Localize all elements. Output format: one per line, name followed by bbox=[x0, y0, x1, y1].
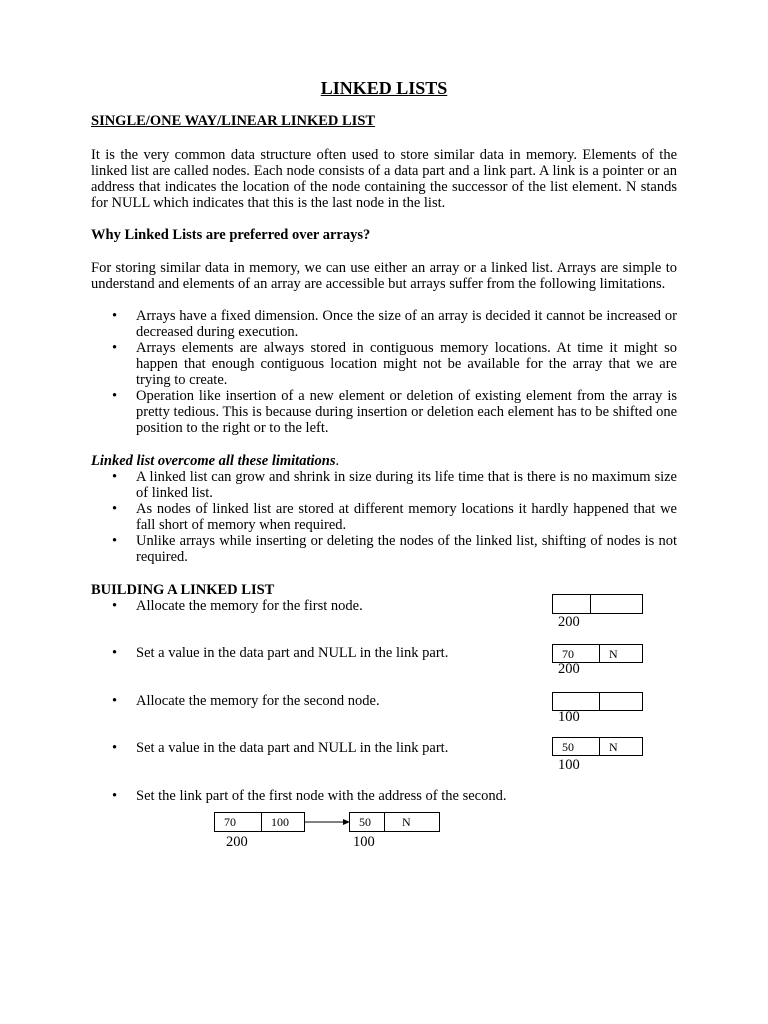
node-link-cell: 100 bbox=[261, 813, 304, 831]
step-4-text: Set a value in the data part and NULL in the link part. bbox=[136, 740, 449, 756]
paragraph-arrays-intro: For storing similar data in memory, we can use either an array or a linked list. Arrays are simple to understand and elements of an array are accessible but arrays suffer from the following limitations. bbox=[91, 260, 677, 292]
node-link-cell: N bbox=[384, 813, 439, 831]
node-data-cell: 70 bbox=[562, 647, 574, 661]
list-item: • Unlike arrays while inserting or deleting the nodes of the linked list, shifting of nodes is not required. bbox=[112, 533, 677, 565]
node-data-cell bbox=[553, 693, 599, 710]
list-item: • Operation like insertion of a new element or deletion of existing element from the array is pretty tedious. This is because during insertion or deletion each element has to be shifted one position to the right or to the left. bbox=[112, 388, 677, 436]
bullet-icon: • bbox=[112, 533, 118, 549]
paragraph-definition: It is the very common data structure often used to store similar data in memory. Elements of the linked list are called nodes. Each node consists of a data part and a link part. A link is a pointer or an address that indicates the location of the node containing the successor of the list element. N stands for NULL which indicates that this is the last node in the list. bbox=[91, 147, 677, 211]
advantages-list bbox=[91, 469, 677, 565]
node-link-cell: N bbox=[599, 645, 642, 662]
node-diagram bbox=[552, 594, 643, 614]
step-bullet-3: • bbox=[112, 693, 118, 709]
section-heading-why-linked-lists: Why Linked Lists are preferred over arrays? bbox=[91, 227, 371, 243]
step-1-text: Allocate the memory for the first node. bbox=[136, 598, 363, 614]
bullet-icon: • bbox=[112, 501, 118, 517]
node-address: 200 bbox=[558, 614, 580, 630]
list-item: • A linked list can grow and shrink in size during its life time that is there is no maximum size of linked list. bbox=[112, 469, 677, 501]
bullet-icon: • bbox=[112, 388, 118, 404]
list-item: • Arrays have a fixed dimension. Once the size of an array is decided it cannot be increased or decreased during execution. bbox=[112, 308, 677, 340]
section-heading-building: BUILDING A LINKED LIST bbox=[91, 582, 275, 598]
section-heading-overcome: Linked list overcome all these limitations. bbox=[91, 453, 340, 469]
step-5-text: Set the link part of the first node with the address of the second. bbox=[136, 788, 507, 804]
step-3-text: Allocate the memory for the second node. bbox=[136, 693, 380, 709]
node-data-cell bbox=[553, 595, 590, 613]
step-2-text: Set a value in the data part and NULL in the link part. bbox=[136, 645, 449, 661]
linked-node-second bbox=[349, 812, 440, 832]
section-heading-single-linked-list: SINGLE/ONE WAY/LINEAR LINKED LIST bbox=[91, 113, 376, 129]
page-title: LINKED LISTS bbox=[320, 78, 448, 98]
node-link-cell bbox=[590, 595, 642, 613]
node-address: 200 bbox=[558, 661, 580, 677]
step-bullet-4: • bbox=[112, 740, 118, 756]
step-bullet-1: • bbox=[112, 598, 118, 614]
node-address: 100 bbox=[558, 709, 580, 725]
node-address: 200 bbox=[226, 834, 248, 850]
link-arrow-icon bbox=[305, 815, 351, 829]
limitations-list bbox=[91, 308, 677, 436]
node-data-cell: 70 bbox=[224, 815, 236, 829]
bullet-icon: • bbox=[112, 340, 118, 356]
linked-node-first bbox=[214, 812, 305, 832]
node-data-cell: 50 bbox=[359, 815, 371, 829]
node-address: 100 bbox=[353, 834, 375, 850]
node-data-cell: 50 bbox=[562, 740, 574, 754]
node-diagram bbox=[552, 737, 643, 756]
node-link-cell bbox=[599, 693, 642, 710]
bullet-icon: • bbox=[112, 469, 118, 485]
step-bullet-2: • bbox=[112, 645, 118, 661]
node-link-cell: N bbox=[599, 738, 642, 755]
node-address: 100 bbox=[558, 757, 580, 773]
bullet-icon: • bbox=[112, 308, 118, 324]
list-item: • As nodes of linked list are stored at different memory locations it hardly happened that we fall short of memory when required. bbox=[112, 501, 677, 533]
list-item: • Arrays elements are always stored in contiguous memory locations. At time it might so happen that enough contiguous location might not be available for the array that we are trying to create. bbox=[112, 340, 677, 388]
step-bullet-5: • bbox=[112, 788, 118, 804]
